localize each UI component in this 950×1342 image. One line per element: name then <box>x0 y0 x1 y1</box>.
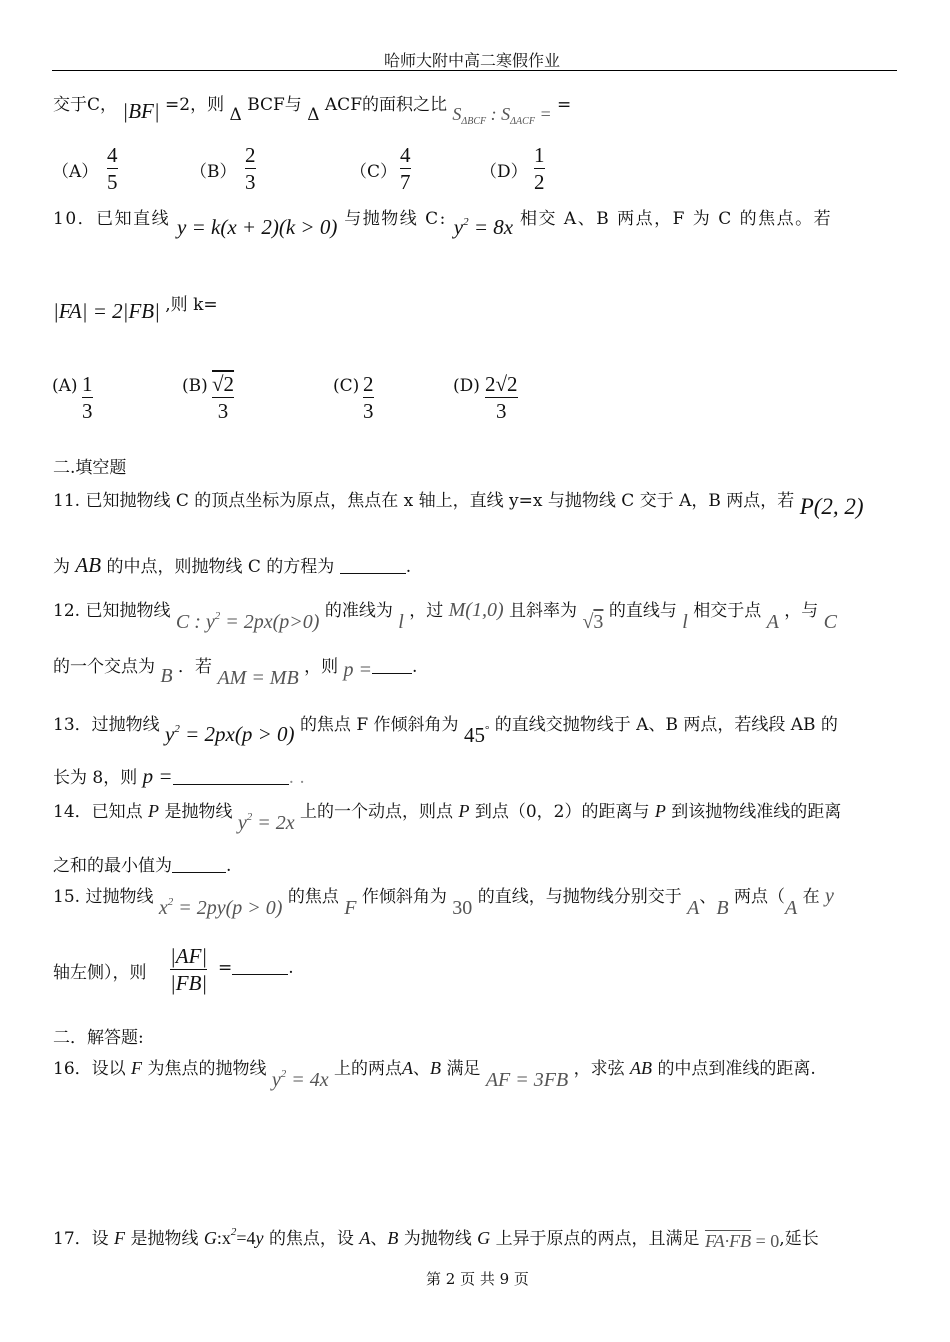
q11-text: 11. 已知抛物线 C 的顶点坐标为原点，焦点在 x 轴上，直线 y=x 与抛物线 C 交于 A，B 两点，若 <box>53 491 795 511</box>
q10-line <box>53 204 833 239</box>
q17-prefix: 17．设 <box>53 1229 109 1249</box>
q15-text-5: 两点（ <box>733 887 785 907</box>
q9-area-ratio: $S_{\Delta BCF}$ : $S_{\Delta ACF}$ = <box>452 104 552 127</box>
q9-option-b-frac: 2 3 <box>245 143 256 194</box>
q16-point-b: B <box>430 1058 442 1078</box>
q14-line-2 <box>53 851 231 876</box>
q9-option-c-label: （C） <box>350 162 398 182</box>
q12-line-2 <box>53 652 418 689</box>
q16-prefix: 16．设以 <box>53 1059 126 1079</box>
q17-vector-condition: FA·FB = 0 <box>704 1231 780 1251</box>
q13-answer-blank[interactable] <box>173 770 289 785</box>
q16-text-2: 上的两点 <box>334 1059 403 1079</box>
q16-text-4: ，求弦 <box>573 1059 625 1079</box>
q15-y-axis: y <box>824 885 834 907</box>
q17-text-6: ,延长 <box>779 1229 819 1249</box>
q10-option-b-frac: √2 3 <box>212 372 235 423</box>
q14-prefix: 14．已知点 <box>53 802 143 822</box>
q9-text-eqtail: = <box>557 95 572 115</box>
q11-answer-blank[interactable] <box>340 559 406 574</box>
q15-text-4: 、 <box>699 887 717 907</box>
q10-parabola: $y^2 = 8x$ <box>453 215 514 239</box>
q9-option-d-label: （D） <box>480 162 528 182</box>
q15-eq: = <box>218 958 233 978</box>
q17-text-3: 、 <box>370 1229 388 1249</box>
page-header: 哈师大附中高二寒假作业 <box>384 51 561 70</box>
q12-l-2: l <box>682 611 688 633</box>
q10-condition-line <box>53 295 218 324</box>
q9-option-a-label: （A） <box>52 162 99 182</box>
q12-vector-eq: AM = MB <box>217 667 299 689</box>
q12-answer-blank[interactable] <box>372 665 412 674</box>
q10-option-c-frac: 2 3 <box>363 372 374 423</box>
q15-text-1: 的焦点 <box>287 887 339 907</box>
q17-line <box>53 1224 819 1249</box>
q11-line-2 <box>53 552 411 578</box>
q10-line-equation: y = k(x + 2)(k > 0) <box>177 215 338 239</box>
q10-option-b-label: (B) <box>182 376 208 396</box>
q16-text-2b: 、 <box>413 1059 431 1079</box>
q12-point-a: A <box>766 611 779 633</box>
q15-angle: 30 <box>452 897 473 919</box>
q14-answer-blank[interactable] <box>172 858 226 873</box>
q16-point-a: A <box>402 1058 414 1078</box>
q16-condition: AF = 3FB <box>485 1069 569 1091</box>
q11-point: P(2, 2) <box>799 494 864 519</box>
q16-text-5: 的中点到准线的距离. <box>657 1059 816 1079</box>
q13-prefix: 13．过抛物线 <box>53 715 160 735</box>
q17-text-5: 上异于原点的两点，且满足 <box>495 1229 700 1249</box>
q9-triangle-1: Δ <box>229 105 242 125</box>
q13-suffix: 的直线交抛物线于 A、B 两点，若线段 AB 的 <box>494 715 838 735</box>
q14-curve: $y^2 = 2x$ <box>237 811 295 834</box>
q12-text-2c: ，则 <box>304 657 339 677</box>
q11-end: . <box>405 557 412 577</box>
section-answer-title: 二．解答题: <box>53 1028 144 1048</box>
q15-answer <box>218 958 294 978</box>
q13-p: p = <box>142 764 173 788</box>
q9-option-c-frac: 4 7 <box>400 143 411 194</box>
q12-point-m: M(1,0) <box>448 599 504 621</box>
q15-line <box>53 882 834 919</box>
q12-end: . <box>412 657 418 677</box>
q16-line <box>53 1054 816 1091</box>
q12-text-3: 且斜率为 <box>509 601 578 621</box>
q11-line <box>53 486 864 519</box>
q14-p-3: P <box>654 801 666 821</box>
q15-text-2: 作倾斜角为 <box>361 887 447 907</box>
q15-prefix: 15. 过抛物线 <box>53 887 154 907</box>
q13-end: . . <box>288 768 305 788</box>
q14-text-4: 到该抛物线准线的距离 <box>671 802 842 822</box>
q14-text-2: 上的一个动点，则点 <box>300 802 454 822</box>
q12-text-2a: 的一个交点为 <box>53 657 155 677</box>
q13-angle: 45° <box>463 723 490 747</box>
q17-point-b: B <box>387 1228 399 1248</box>
q17-curve: $G:x^2=4y$ <box>203 1226 264 1248</box>
q16-curve: $y^2 = 4x$ <box>271 1068 329 1091</box>
q14-text-3: 到点（0，2）的距离与 <box>474 802 650 822</box>
q16-chord-ab: AB <box>630 1058 653 1078</box>
q13-line-2 <box>53 763 305 789</box>
q9-text-acf: ACF的面积之比 <box>324 95 447 115</box>
q16-text-1: 为焦点的抛物线 <box>147 1059 267 1079</box>
q10-condition: |FA| = 2|FB| <box>53 299 160 323</box>
q9-text-bcf: BCF与 <box>247 95 302 115</box>
q15-focus-f: F <box>344 897 357 919</box>
q12-text-1: 的准线为 <box>324 601 393 621</box>
q10-option-d-label: (D) <box>453 376 480 396</box>
q14-p-2: P <box>458 801 470 821</box>
q15-point-a-2: A <box>784 897 798 919</box>
q9-abs-bf: |BF| <box>122 99 160 123</box>
q9-text-eq2: =2，则 <box>165 95 225 115</box>
q12-curve-c: C <box>823 611 837 633</box>
q12-text-2: ，过 <box>409 601 444 621</box>
q9-line <box>53 90 572 127</box>
header-rule <box>52 70 897 71</box>
q17-text-1: 是抛物线 <box>130 1229 199 1249</box>
q15-line-2-label: 轴左侧），则 <box>53 963 147 983</box>
q11-text-2b: 的中点，则抛物线 C 的方程为 <box>106 557 335 577</box>
section-fill-in-title: 二.填空题 <box>53 458 127 478</box>
q12-l-1: l <box>398 611 404 633</box>
q10-prefix: 10．已知直线 <box>53 209 171 229</box>
q14-text-line2: 之和的最小值为 <box>53 856 172 876</box>
page-footer: 第 2 页 共 9 页 <box>426 1270 529 1288</box>
q10-mid: 与抛物线 C: <box>344 209 447 229</box>
q16-text-3: 满足 <box>446 1059 481 1079</box>
q15-answer-blank[interactable] <box>232 960 288 975</box>
q15-text-6: 在 <box>802 887 820 907</box>
q13-mid: 的焦点 F 作倾斜角为 <box>299 715 459 735</box>
q12-text-5: 相交于点 <box>693 601 762 621</box>
q12-curve: C : $y^2 = 2px(p>0)$ <box>175 610 320 633</box>
q9-option-a-frac: 4 5 <box>107 143 118 194</box>
q13-curve: $y^2 = 2px(p > 0)$ <box>165 722 295 746</box>
q17-point-a: A <box>359 1228 371 1248</box>
q10-option-c-label: (C) <box>333 376 360 396</box>
q15-text-3: 的直线，与抛物线分别交于 <box>477 887 682 907</box>
q15-curve: $x^2 = 2py(p > 0)$ <box>158 896 283 919</box>
q17-text-2: 的焦点，设 <box>268 1229 354 1249</box>
q15-point-b: B <box>716 897 729 919</box>
q12-prefix: 12. 已知抛物线 <box>53 601 171 621</box>
q9-option-b-label: （B） <box>190 162 237 182</box>
q17-curve-g: G <box>477 1228 491 1248</box>
q14-line <box>53 797 842 834</box>
q12-line <box>53 596 837 633</box>
q13-text-2: 长为 8，则 <box>53 768 138 788</box>
q13-line <box>53 710 838 747</box>
q11-ab: AB <box>75 553 102 577</box>
q15-ratio-frac: |AF| |FB| <box>170 944 208 995</box>
q17-text-4: 为抛物线 <box>403 1229 472 1249</box>
q10-option-a-label: (A) <box>52 376 78 396</box>
q12-text-2b: ．若 <box>178 657 213 677</box>
q9-text-a: 交于C， <box>53 95 118 115</box>
q14-text-1: 是抛物线 <box>164 802 233 822</box>
q12-p: p = <box>343 659 372 681</box>
q11-text-2a: 为 <box>53 557 70 577</box>
q16-focus-f: F <box>131 1058 143 1078</box>
q10-suffix: 相交 A、B 两点，F 为 C 的焦点。若 <box>520 209 833 229</box>
q14-end: . <box>226 856 232 876</box>
q10-option-a-frac: 1 3 <box>82 372 93 423</box>
q9-option-d-frac: 1 2 <box>534 143 545 194</box>
q15-end: . <box>288 958 294 978</box>
q9-triangle-2: Δ <box>307 105 320 125</box>
q15-point-a: A <box>687 897 700 919</box>
q10-option-d-frac: 2√2 3 <box>485 372 518 423</box>
q12-text-6: ，与 <box>784 601 819 621</box>
q17-focus-f: F <box>114 1228 126 1248</box>
q12-text-4: 的直线与 <box>608 601 677 621</box>
q10-condition-tail: ,则 k= <box>165 295 218 315</box>
q12-point-b: B <box>160 665 173 687</box>
q14-p-1: P <box>148 801 160 821</box>
q12-sqrt3: √3 <box>582 611 604 633</box>
